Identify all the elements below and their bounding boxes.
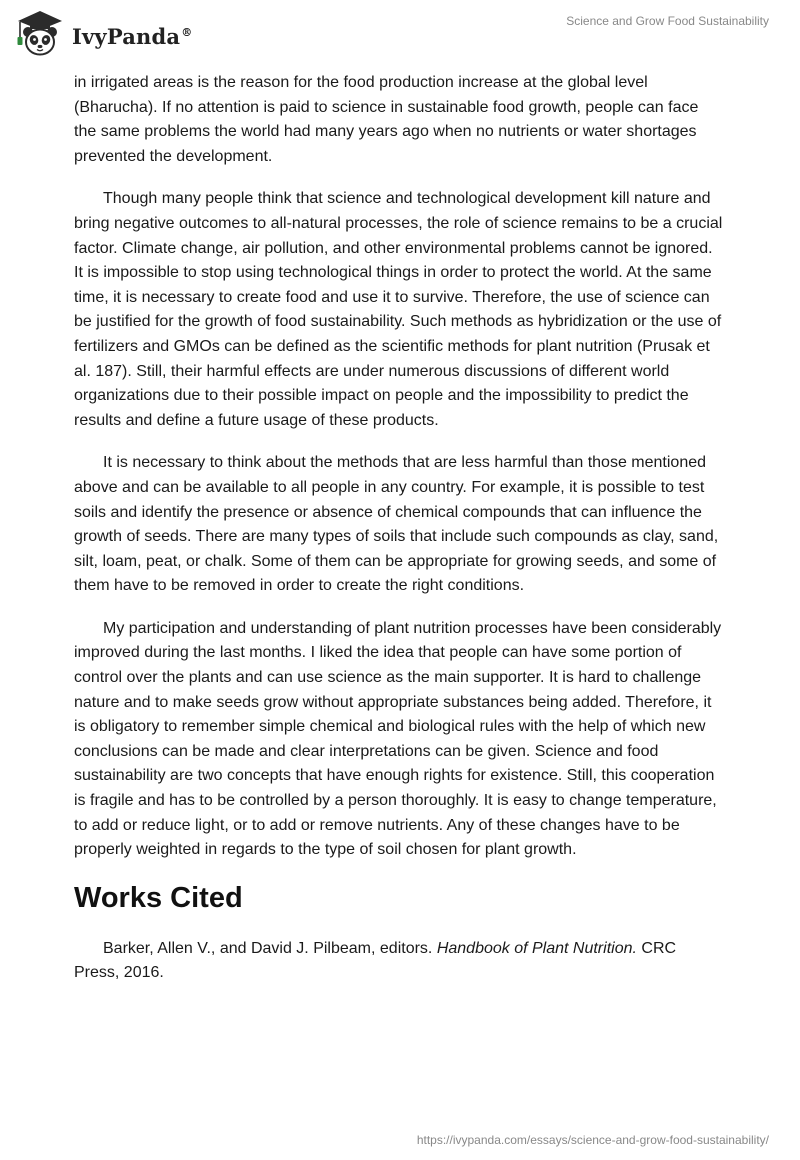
page-header [0,0,800,70]
essay-content [74,71,724,986]
panda-graduate-icon [14,8,66,58]
brand-name [72,24,192,49]
ivypanda-logo[interactable] [14,8,192,58]
citation-authors: Barker, Allen V., and David J. Pilbeam, editors. [103,939,437,957]
citation-entry [74,937,724,986]
brand-text: IvyPanda [72,23,181,49]
paragraph: Though many people think that science and technological development kill nature and bring negative outcomes to all-natural processes, the role of science remains to be a crucial factor. Climate change, air pollution, and other environmental problems cannot be ignored. It is impossible to stop using technological things in order to protect the world. At the same time, it is necessary to create food and use it to survive. Therefore, the use of science can be justified for the growth of food sustainability. Such methods as hybridization or the use of fertilizers and GMOs can be defined as the scientific methods for plant nutrition (Prusak et al. 187). Still, their harmful effects are under numerous discussions of different world organizations due to their possible impact on people and the impossibility to predict the results and define a future usage of these products. [74,190,723,429]
registered-mark: ® [181,25,193,39]
works-cited-heading: Works Cited [74,881,243,914]
source-url[interactable]: https://ivypanda.com/essays/science-and-grow-food-sustainability/ [416,1133,769,1147]
citation-title: Handbook of Plant Nutrition. [436,939,637,957]
document-title: Science and Grow Food Sustainability [566,14,769,28]
paragraph: in irrigated areas is the reason for the food production increase at the global level (Bharucha). If no attention is paid to science in sustainable food growth, people can face the same problems the world had many years ago when no nutrients or water shortages prevented the development. [74,74,699,165]
citation-publisher: CRC Press, 2016. [74,939,677,982]
paragraph: It is necessary to think about the methods that are less harmful than those mentioned above and can be available to all people in any country. For example, it is possible to test soils and identify the presence or absence of chemical compounds that can influence the growth of seeds. There are many types of soils that include such compounds as clay, sand, silt, loam, peat, or chalk. Some of them can be appropriate for growing seeds, and some of them have to be removed in order to create the right conditions. [74,454,719,595]
paragraph: My participation and understanding of plant nutrition processes have been considerably improved during the last months. I liked the idea that people can have some portion of control over the plants and can use science as the main supporter. It is hard to challenge nature and to make seeds grow without appropriate substances being added. Therefore, it is obligatory to remember simple chemical and biological rules with the help of which new conclusions can be made and clear interpretations can be given. Science and food sustainability are two concepts that have enough rights for existence. Still, this cooperation is fragile and has to be controlled by a person thoroughly. It is easy to change temperature, to add or reduce light, or to add or remove nutrients. Any of these changes have to be properly weighted in regards to the type of soil chosen for plant growth. [74,619,722,859]
